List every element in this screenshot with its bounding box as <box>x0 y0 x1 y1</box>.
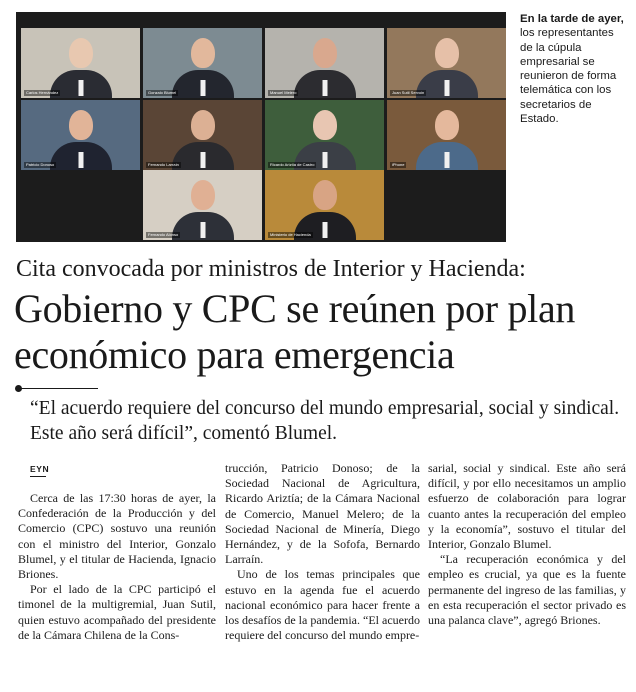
paragraph: Por el lado de la CPC participó el timonel de la multigremial, Juan Sutil, quien estuvo acompañado del presidente de la Cámara Chilena de la Cons- <box>18 582 216 642</box>
person-head <box>69 110 93 140</box>
paragraph: sarial, social y sindical. Este año será difícil, y por ello necesitamos un amplio esfuerzo de colaboración para lograr cuanto antes la recuperación del empleo y la economía”, sostuvo el titular del Interior, Gonzalo Blumel. <box>428 461 626 552</box>
video-tile <box>387 28 506 98</box>
shirt-collar <box>200 222 205 238</box>
participant-name: Juan Sutil Servoin <box>392 90 425 95</box>
video-tile <box>143 28 262 98</box>
participant-name: Gonzalo Blumel <box>148 90 177 95</box>
body-column-2 <box>225 461 420 643</box>
caption-lead: En la tarde de ayer, <box>520 13 624 25</box>
headline: Gobierno y CPC se reúnen por plan económico para emergencia <box>14 286 576 377</box>
pull-quote: “El acuerdo requiere del concurso del mundo empresarial, social y sindical. Este año será difícil”, comentó Blumel. <box>30 398 620 444</box>
paragraph: Uno de los temas principales que estuvo en la agenda fue el acuerdo nacional económico para hacer frente a los desafíos de la pandemia. “El acuerdo requiere del concurso del mundo empre- <box>225 567 420 643</box>
video-tile <box>143 170 262 240</box>
video-tile <box>387 100 506 170</box>
video-tile <box>265 100 384 170</box>
person-head <box>435 38 459 68</box>
byline-rule <box>30 476 46 477</box>
body-column-3 <box>428 461 626 628</box>
shirt-collar <box>78 80 83 96</box>
participant-name: Patricio Donoso <box>26 162 55 167</box>
kicker: Cita convocada por ministros de Interior y Hacienda: <box>16 256 526 282</box>
participant-name: Carlos Hernández <box>26 90 59 95</box>
participant-name: Fernando Larraín <box>148 162 179 167</box>
person-head <box>435 110 459 140</box>
rule-line <box>18 388 98 389</box>
paragraph: Cerca de las 17:30 horas de ayer, la Confederación de la Producción y del Comercio (CPC) sostuvo una reunión con el ministro del Interior, Gonzalo Blumel, y el titular de Hacienda, Ignacio Briones. <box>18 491 216 582</box>
paragraph: “La recuperación económica y del empleo es crucial, ya que es la fuente permanente del ingreso de las familias, y en esta recuperación el sector privado es una palanca clave”, agregó Briones. <box>428 552 626 628</box>
caption-text: los representantes de la cúpula empresarial se reunieron de forma telemática con los secretarios de Estado. <box>520 27 617 126</box>
participant-name: Ricardo Ariztía de Castro <box>270 162 315 167</box>
shirt-collar <box>78 152 83 168</box>
person-head <box>69 38 93 68</box>
video-tile <box>21 100 140 170</box>
person-head <box>191 38 215 68</box>
byline: EYN <box>30 464 50 474</box>
video-tile <box>143 100 262 170</box>
person-head <box>191 110 215 140</box>
shirt-collar <box>200 152 205 168</box>
person-head <box>313 180 337 210</box>
participant-name: iPhone <box>392 162 405 167</box>
paragraph: trucción, Patricio Donoso; de la Sociedad Nacional de Agricultura, Ricardo Ariztía; de la Cámara Nacional de Comercio, Manuel Melero; de la Sociedad Nacional de Minería, Diego Hernández, y de la Sofofa, Bernardo Larraín. <box>225 461 420 567</box>
shirt-collar <box>322 222 327 238</box>
shirt-collar <box>444 80 449 96</box>
video-call-photo <box>16 12 506 242</box>
shirt-collar <box>444 152 449 168</box>
participant-name: Ministerio de Hacienda <box>270 232 311 237</box>
video-tile <box>265 28 384 98</box>
body-column-1 <box>18 491 216 643</box>
shirt-collar <box>200 80 205 96</box>
person-head <box>313 110 337 140</box>
person-head <box>191 180 215 210</box>
participant-name: Manuel Melero <box>270 90 297 95</box>
photo-caption <box>520 12 624 126</box>
video-tile <box>21 28 140 98</box>
participant-name: Fernando Alonso <box>148 232 179 237</box>
shirt-collar <box>322 152 327 168</box>
shirt-collar <box>322 80 327 96</box>
video-tile <box>265 170 384 240</box>
person-head <box>313 38 337 68</box>
